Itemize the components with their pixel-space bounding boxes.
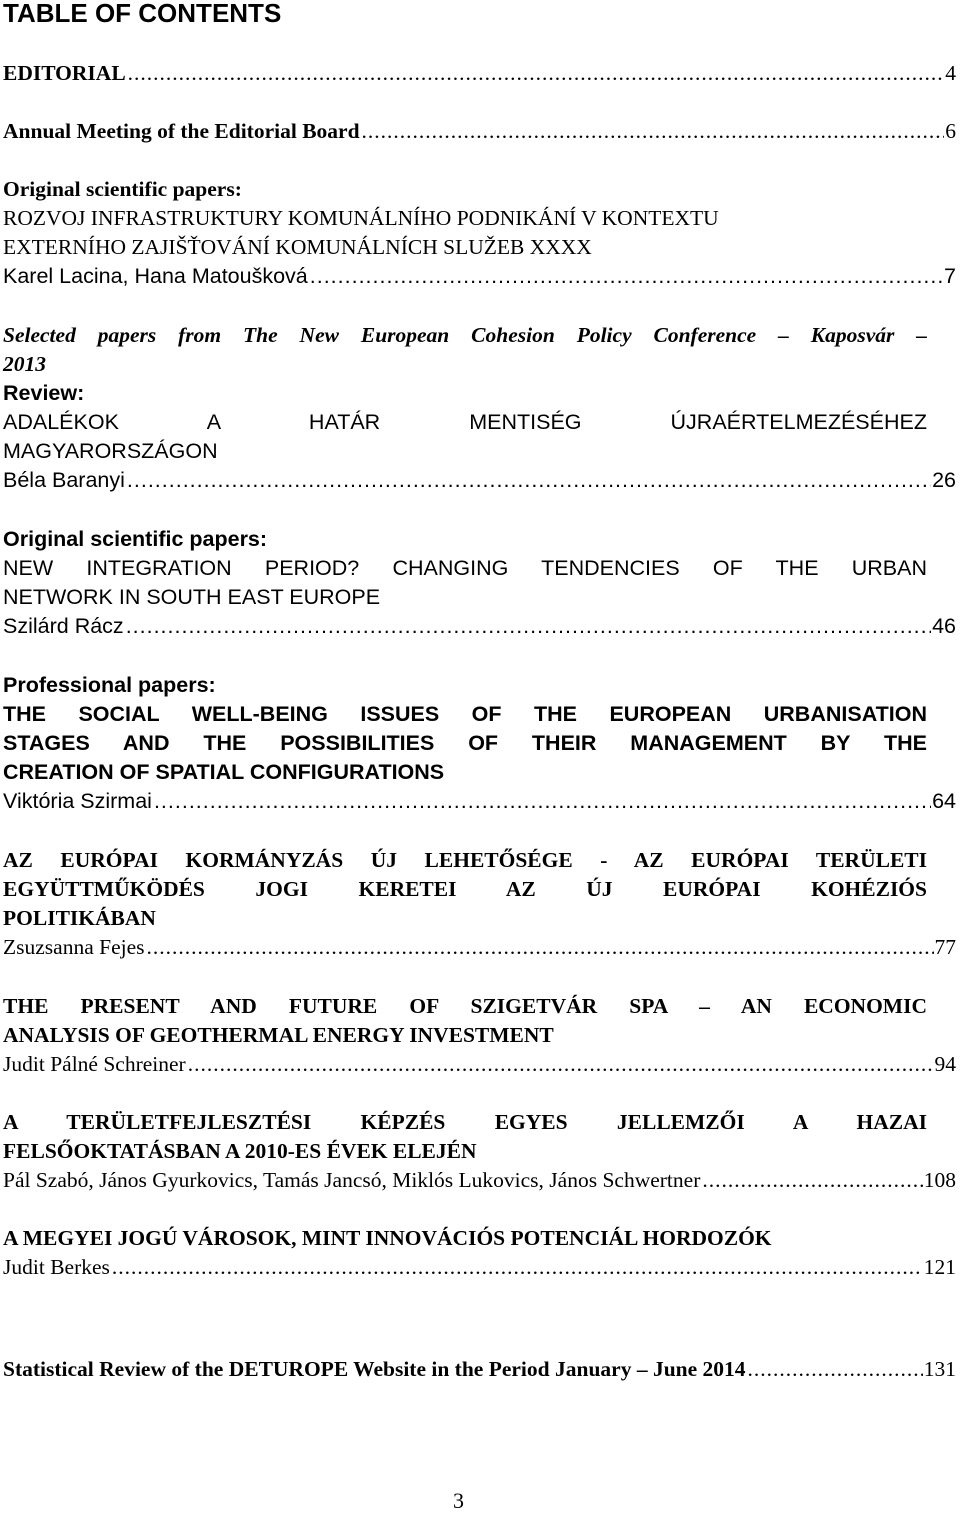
entry-page-number: 4 xyxy=(945,61,956,85)
entry-page-number: 131 xyxy=(923,1357,956,1381)
entry-authors: Szilárd Rácz xyxy=(3,614,124,638)
entry-authors: Viktória Szirmai xyxy=(3,789,152,813)
dot-leader xyxy=(702,1166,922,1195)
entry-title-line: EXTERNÍHO ZAJIŠŤOVÁNÍ KOMUNÁLNÍCH SLUŽEB XXXX xyxy=(3,235,592,259)
toc-entry-annual-meeting[interactable] xyxy=(3,117,956,146)
entry-page-number: 46 xyxy=(932,614,956,638)
toc-entry-fejes[interactable] xyxy=(3,933,956,962)
entry-authors: Béla Baranyi xyxy=(3,468,125,492)
dot-leader xyxy=(154,787,931,816)
entry-page-number: 26 xyxy=(932,468,956,492)
entry-title-line: NEW INTEGRATION PERIOD? CHANGING TENDENCIES OF THE URBAN xyxy=(3,556,927,580)
toc-title: TABLE OF CONTENTS xyxy=(3,0,282,28)
toc-entry-racz[interactable] xyxy=(3,612,956,641)
page-number: 3 xyxy=(453,1488,464,1513)
entry-authors: Zsuzsanna Fejes xyxy=(3,935,145,959)
dot-leader xyxy=(362,117,945,146)
entry-title-line: POLITIKÁBAN xyxy=(3,906,156,930)
entry-page-number: 94 xyxy=(934,1052,956,1076)
entry-page-number: 121 xyxy=(923,1255,956,1279)
entry-title-line: MAGYARORSZÁGON xyxy=(3,439,218,463)
entry-title: Annual Meeting of the Editorial Board xyxy=(3,119,360,143)
entry-authors: Judit Pálné Schreiner xyxy=(3,1052,186,1076)
entry-authors: Judit Berkes xyxy=(3,1255,110,1279)
toc-entry-szabo[interactable] xyxy=(3,1166,956,1195)
entry-title: EDITORIAL xyxy=(3,61,126,85)
entry-title-line: NETWORK IN SOUTH EAST EUROPE xyxy=(3,585,381,609)
conference-heading: 2013 xyxy=(3,352,46,376)
entry-page-number: 108 xyxy=(923,1168,956,1192)
entry-title-line: ADALÉKOK A HATÁR MENTISÉG ÚJRAÉRTELMEZÉSÉHEZ xyxy=(3,410,927,434)
conference-heading: Selected papers from The New European Cohesion Policy Conference – Kaposvár – xyxy=(3,323,927,347)
entry-title-line: ANALYSIS OF GEOTHERMAL ENERGY INVESTMENT xyxy=(3,1023,554,1047)
section-label: Review: xyxy=(3,381,85,405)
toc-entry-lacina[interactable] xyxy=(3,262,956,291)
toc-entry-editorial[interactable] xyxy=(3,59,956,88)
dot-leader xyxy=(310,262,943,291)
section-label: Professional papers: xyxy=(3,673,216,697)
entry-title-line: AZ EURÓPAI KORMÁNYZÁS ÚJ LEHETŐSÉGE - AZ EURÓPAI TERÜLETI xyxy=(3,848,927,872)
entry-authors: Karel Lacina, Hana Matoušková xyxy=(3,264,308,288)
entry-title-line: STAGES AND THE POSSIBILITIES OF THEIR MANAGEMENT BY THE xyxy=(3,731,927,755)
dot-leader xyxy=(188,1050,934,1079)
dot-leader xyxy=(127,466,931,495)
entry-page-number: 64 xyxy=(932,789,956,813)
dot-leader xyxy=(128,59,945,88)
entry-title: Statistical Review of the DETUROPE Website in the Period January – June 2014 xyxy=(3,1357,746,1381)
entry-page-number: 6 xyxy=(945,119,956,143)
entry-title-line: CREATION OF SPATIAL CONFIGURATIONS xyxy=(3,760,445,784)
entry-title-line: A TERÜLETFEJLESZTÉSI KÉPZÉS EGYES JELLEMZŐI A HAZAI xyxy=(3,1110,927,1134)
entry-page-number: 77 xyxy=(934,935,956,959)
entry-authors: Pál Szabó, János Gyurkovics, Tamás Jancsó, Miklós Lukovics, János Schwertner xyxy=(3,1168,701,1192)
toc-entry-schreiner[interactable] xyxy=(3,1050,956,1079)
entry-title-line: EGYÜTTMŰKÖDÉS JOGI KERETEI AZ ÚJ EURÓPAI KOHÉZIÓS xyxy=(3,877,927,901)
entry-title-line: A MEGYEI JOGÚ VÁROSOK, MINT INNOVÁCIÓS POTENCIÁL HORDOZÓK xyxy=(3,1226,772,1250)
entry-title-line: THE PRESENT AND FUTURE OF SZIGETVÁR SPA – AN ECONOMIC xyxy=(3,994,927,1018)
toc-entry-statistical-review[interactable] xyxy=(3,1355,956,1384)
toc-entry-baranyi[interactable] xyxy=(3,466,956,495)
entry-title-line: FELSŐOKTATÁSBAN A 2010-ES ÉVEK ELEJÉN xyxy=(3,1139,477,1163)
dot-leader xyxy=(147,933,934,962)
entry-title-line: THE SOCIAL WELL-BEING ISSUES OF THE EUROPEAN URBANISATION xyxy=(3,702,927,726)
toc-entry-berkes[interactable] xyxy=(3,1253,956,1282)
dot-leader xyxy=(112,1253,923,1282)
entry-title-line: ROZVOJ INFRASTRUKTURY KOMUNÁLNÍHO PODNIKÁNÍ V KONTEXTU xyxy=(3,206,719,230)
dot-leader xyxy=(748,1355,923,1384)
dot-leader xyxy=(126,612,931,641)
section-label: Original scientific papers: xyxy=(3,177,242,201)
toc-entry-szirmai[interactable] xyxy=(3,787,956,816)
section-label: Original scientific papers: xyxy=(3,527,268,551)
entry-page-number: 7 xyxy=(944,264,956,288)
